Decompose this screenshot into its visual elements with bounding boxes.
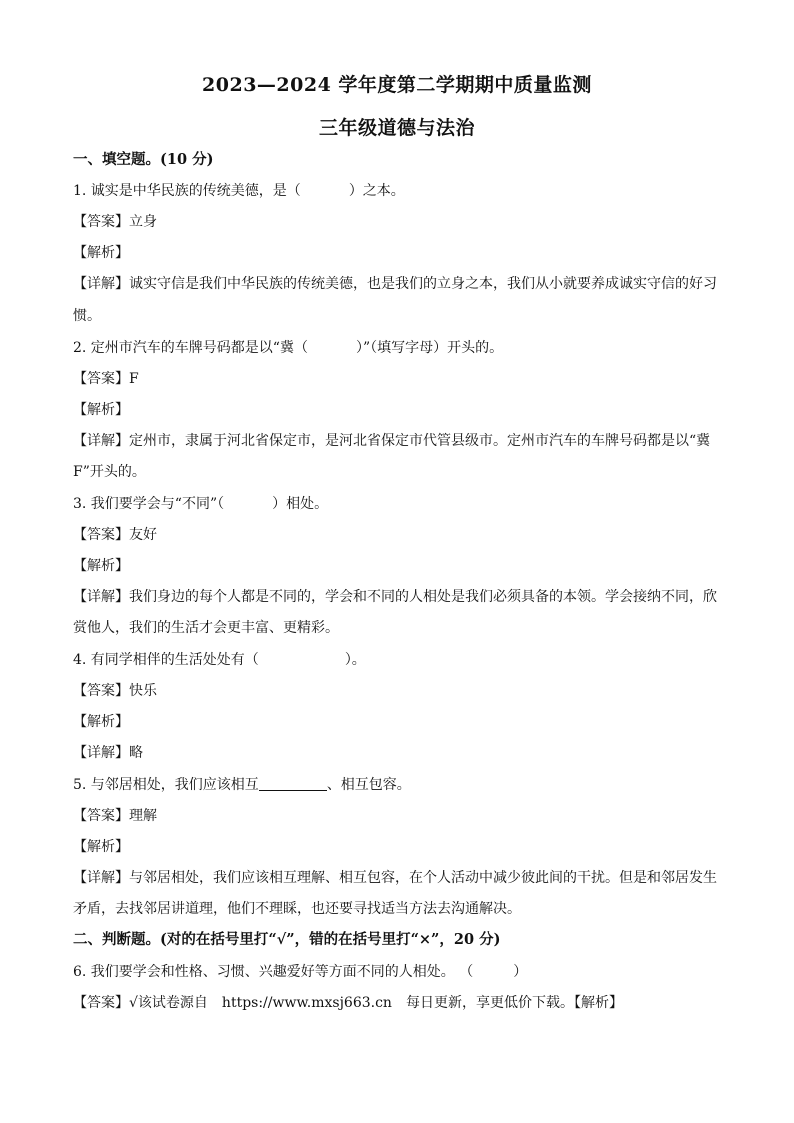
- answer-4-value: 快乐: [129, 683, 157, 699]
- question-4: [73, 650, 723, 670]
- detail-1-line-1: [73, 274, 723, 294]
- detail-label: 【详解】: [73, 276, 129, 292]
- detail-2-text: 定州市，隶属于河北省保定市，是河北省保定市代管县级市。定州市汽车的车牌号码都是以“冀: [129, 433, 711, 449]
- question-1: [73, 181, 723, 201]
- detail-2-line-2: F”开头的。: [73, 464, 146, 480]
- answer-2-value: F: [129, 371, 139, 387]
- question-1-text-after: ）之本。: [348, 183, 405, 199]
- source-link[interactable]: https://www.mxsj663.cn: [221, 995, 392, 1011]
- detail-1-text: 诚实守信是我们中华民族的传统美德，也是我们的立身之本，我们从小就要养成诚实守信的好习: [129, 276, 717, 292]
- answer-1: [73, 212, 723, 232]
- detail-4: [73, 743, 723, 763]
- question-2: [73, 338, 723, 358]
- detail-3-text: 我们身边的每个人都是不同的，学会和不同的人相处是我们必须具备的本领。学会接纳不同，欣: [129, 589, 717, 605]
- question-3: [73, 494, 723, 514]
- answer-6-value: √该试卷源自: [129, 995, 208, 1011]
- question-4-text-before: 4. 有同学相伴的生活处处有（: [73, 652, 259, 668]
- question-5-text-before: 5. 与邻居相处，我们应该相互: [73, 777, 259, 793]
- detail-label: 【详解】: [73, 589, 129, 605]
- answer-label: 【答案】: [73, 808, 129, 824]
- detail-3-line-2: 赏他人，我们的生活才会更丰富、更精彩。: [73, 620, 339, 636]
- detail-1-line-2: 惯。: [73, 308, 101, 324]
- question-6-text-before: 6. 我们要学会和性格、习惯、兴趣爱好等方面不同的人相处。 （: [73, 964, 474, 980]
- question-1-text-before: 1. 诚实是中华民族的传统美德，是（: [73, 183, 301, 199]
- question-6: [73, 962, 723, 982]
- source-ad-text: 每日更新，享更低价下载。: [405, 995, 574, 1011]
- question-5-underline-blank: [259, 776, 327, 791]
- detail-label: 【详解】: [73, 745, 129, 761]
- detail-5-text: 与邻居相处，我们应该相互理解、相互包容，在个人活动中减少彼此间的干扰。但是和邻居发生: [129, 870, 717, 886]
- question-5: [73, 775, 723, 795]
- section-heading-true-false: 二、判断题。(对的在括号里打“√”，错的在括号里打“×”，20 分): [73, 931, 501, 948]
- detail-3-line-1: [73, 587, 723, 607]
- question-3-text-after: ）相处。: [272, 496, 329, 512]
- detail-label: 【详解】: [73, 870, 129, 886]
- detail-5-line-1: [73, 868, 723, 888]
- answer-1-value: 立身: [129, 214, 157, 230]
- section-heading-fill-blank: 一、填空题。(10 分): [73, 151, 214, 168]
- question-2-text-before: 2. 定州市汽车的车牌号码都是以“冀（: [73, 340, 308, 356]
- detail-5-line-2: 矛盾，去找邻居讲道理，他们不理睬，也还要寻找适当方法去沟通解决。: [73, 901, 521, 917]
- question-3-text-before: 3. 我们要学会与“不同”（: [73, 496, 225, 512]
- answer-5: [73, 806, 723, 826]
- detail-4-text: 略: [129, 745, 143, 761]
- analysis-3-label: 【解析】: [73, 558, 129, 574]
- answer-3: [73, 525, 723, 545]
- question-4-text-after: ）。: [344, 652, 366, 668]
- analysis-5-label: 【解析】: [73, 839, 129, 855]
- analysis-1-label: 【解析】: [73, 245, 129, 261]
- document-subtitle: 三年级道德与法治: [318, 117, 475, 139]
- question-6-text-after: ）: [513, 964, 528, 980]
- answer-label: 【答案】: [73, 371, 129, 387]
- answer-label: 【答案】: [73, 995, 129, 1011]
- question-5-text-after: 、相互包容。: [326, 777, 411, 793]
- answer-label: 【答案】: [73, 683, 129, 699]
- answer-6: [73, 993, 723, 1013]
- document-title: 2023—2024 学年度第二学期期中质量监测: [202, 74, 592, 96]
- question-2-text-after: ）”（填写字母）开头的。: [355, 340, 504, 356]
- answer-label: 【答案】: [73, 214, 129, 230]
- answer-2: [73, 369, 723, 389]
- analysis-6-label: 【解析】: [573, 995, 623, 1011]
- analysis-4-label: 【解析】: [73, 714, 129, 730]
- analysis-2-label: 【解析】: [73, 402, 129, 418]
- answer-5-value: 理解: [129, 808, 157, 824]
- answer-4: [73, 681, 723, 701]
- answer-3-value: 友好: [129, 527, 157, 543]
- detail-2-line-1: [73, 431, 723, 451]
- answer-label: 【答案】: [73, 527, 129, 543]
- detail-label: 【详解】: [73, 433, 129, 449]
